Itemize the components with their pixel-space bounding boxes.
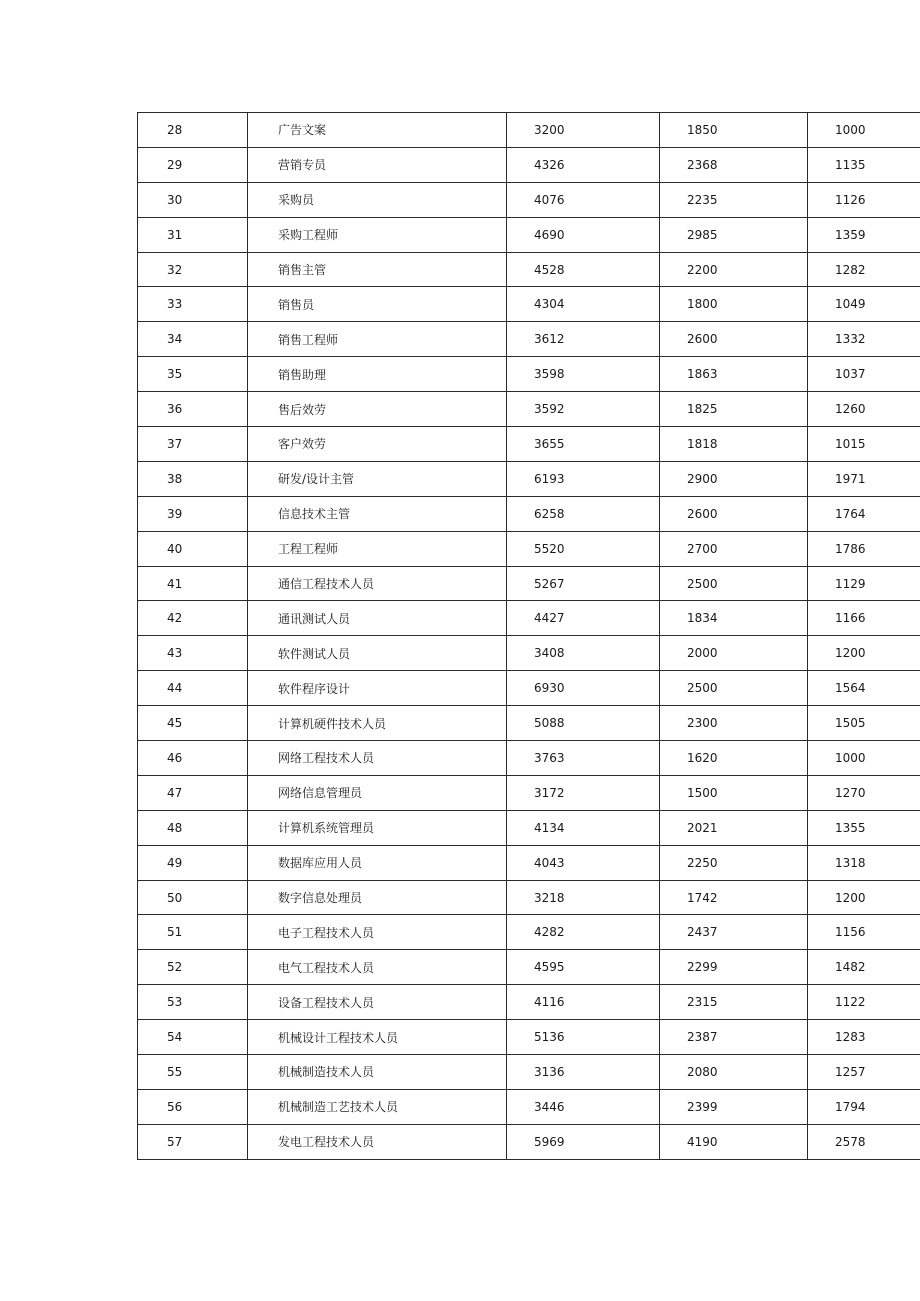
- value-cell-2: 1742: [660, 880, 808, 915]
- value-cell-2: 2300: [660, 706, 808, 741]
- table-row: [138, 671, 920, 706]
- value-cell-2: 2700: [660, 531, 808, 566]
- value-cell-2: 2900: [660, 461, 808, 496]
- table-row: [138, 880, 920, 915]
- value-cell-3: 1971: [808, 461, 920, 496]
- value-cell-2: 1834: [660, 601, 808, 636]
- value-cell-2: 2080: [660, 1055, 808, 1090]
- row-number-cell: 41: [138, 566, 248, 601]
- table-row: [138, 601, 920, 636]
- row-number-cell: 56: [138, 1089, 248, 1124]
- job-title-cell: 销售主管: [248, 252, 507, 287]
- row-number-cell: 52: [138, 950, 248, 985]
- job-title-cell: 研发/设计主管: [248, 461, 507, 496]
- job-title-cell: 营销专员: [248, 147, 507, 182]
- value-cell-2: 2500: [660, 671, 808, 706]
- value-cell-2: 1500: [660, 775, 808, 810]
- table-row: [138, 357, 920, 392]
- value-cell-2: 2387: [660, 1020, 808, 1055]
- value-cell-2: 2200: [660, 252, 808, 287]
- salary-table: [137, 112, 920, 1160]
- value-cell-3: 1318: [808, 845, 920, 880]
- value-cell-3: 1166: [808, 601, 920, 636]
- table-row: [138, 1124, 920, 1159]
- job-title-cell: 网络工程技术人员: [248, 741, 507, 776]
- row-number-cell: 46: [138, 741, 248, 776]
- value-cell-3: 1505: [808, 706, 920, 741]
- value-cell-3: 1355: [808, 810, 920, 845]
- value-cell-2: 2437: [660, 915, 808, 950]
- job-title-cell: 销售工程师: [248, 322, 507, 357]
- table-row: [138, 1055, 920, 1090]
- row-number-cell: 39: [138, 496, 248, 531]
- row-number-cell: 44: [138, 671, 248, 706]
- row-number-cell: 37: [138, 427, 248, 462]
- table-row: [138, 950, 920, 985]
- value-cell-3: 1200: [808, 880, 920, 915]
- table-row: [138, 461, 920, 496]
- job-title-cell: 客户效劳: [248, 427, 507, 462]
- value-cell-1: 5088: [507, 706, 660, 741]
- table-row: [138, 287, 920, 322]
- row-number-cell: 53: [138, 985, 248, 1020]
- value-cell-1: 3655: [507, 427, 660, 462]
- value-cell-2: 1800: [660, 287, 808, 322]
- row-number-cell: 35: [138, 357, 248, 392]
- value-cell-1: 5136: [507, 1020, 660, 1055]
- row-number-cell: 51: [138, 915, 248, 950]
- value-cell-2: 2250: [660, 845, 808, 880]
- value-cell-3: 1359: [808, 217, 920, 252]
- value-cell-2: 2235: [660, 182, 808, 217]
- value-cell-3: 1282: [808, 252, 920, 287]
- value-cell-1: 5520: [507, 531, 660, 566]
- value-cell-3: 1283: [808, 1020, 920, 1055]
- value-cell-3: 1270: [808, 775, 920, 810]
- job-title-cell: 广告文案: [248, 113, 507, 148]
- table-row: [138, 322, 920, 357]
- job-title-cell: 机械设计工程技术人员: [248, 1020, 507, 1055]
- value-cell-3: 1135: [808, 147, 920, 182]
- value-cell-1: 6930: [507, 671, 660, 706]
- value-cell-1: 6258: [507, 496, 660, 531]
- row-number-cell: 28: [138, 113, 248, 148]
- row-number-cell: 55: [138, 1055, 248, 1090]
- value-cell-2: 2000: [660, 636, 808, 671]
- value-cell-1: 3136: [507, 1055, 660, 1090]
- value-cell-2: 1863: [660, 357, 808, 392]
- job-title-cell: 销售助理: [248, 357, 507, 392]
- value-cell-3: 1000: [808, 741, 920, 776]
- job-title-cell: 数字信息处理员: [248, 880, 507, 915]
- job-title-cell: 设备工程技术人员: [248, 985, 507, 1020]
- table-row: [138, 392, 920, 427]
- value-cell-2: 2500: [660, 566, 808, 601]
- row-number-cell: 36: [138, 392, 248, 427]
- table-row: [138, 706, 920, 741]
- value-cell-2: 4190: [660, 1124, 808, 1159]
- job-title-cell: 电气工程技术人员: [248, 950, 507, 985]
- value-cell-3: 1049: [808, 287, 920, 322]
- value-cell-2: 2985: [660, 217, 808, 252]
- value-cell-3: 1126: [808, 182, 920, 217]
- table-row: [138, 1020, 920, 1055]
- value-cell-3: 2578: [808, 1124, 920, 1159]
- job-title-cell: 数据库应用人员: [248, 845, 507, 880]
- value-cell-2: 2021: [660, 810, 808, 845]
- value-cell-2: 2600: [660, 496, 808, 531]
- value-cell-2: 1850: [660, 113, 808, 148]
- job-title-cell: 信息技术主管: [248, 496, 507, 531]
- value-cell-3: 1015: [808, 427, 920, 462]
- row-number-cell: 29: [138, 147, 248, 182]
- value-cell-1: 3763: [507, 741, 660, 776]
- job-title-cell: 网络信息管理员: [248, 775, 507, 810]
- row-number-cell: 34: [138, 322, 248, 357]
- value-cell-1: 4427: [507, 601, 660, 636]
- value-cell-1: 4134: [507, 810, 660, 845]
- value-cell-1: 4304: [507, 287, 660, 322]
- value-cell-1: 3612: [507, 322, 660, 357]
- value-cell-3: 1156: [808, 915, 920, 950]
- value-cell-3: 1257: [808, 1055, 920, 1090]
- table-row: [138, 566, 920, 601]
- table-row: [138, 985, 920, 1020]
- row-number-cell: 47: [138, 775, 248, 810]
- table-row: [138, 113, 920, 148]
- table-row: [138, 252, 920, 287]
- table-row: [138, 217, 920, 252]
- row-number-cell: 32: [138, 252, 248, 287]
- job-title-cell: 计算机硬件技术人员: [248, 706, 507, 741]
- value-cell-3: 1786: [808, 531, 920, 566]
- value-cell-3: 1564: [808, 671, 920, 706]
- value-cell-1: 3172: [507, 775, 660, 810]
- value-cell-3: 1200: [808, 636, 920, 671]
- value-cell-1: 4282: [507, 915, 660, 950]
- row-number-cell: 38: [138, 461, 248, 496]
- value-cell-1: 4043: [507, 845, 660, 880]
- job-title-cell: 通讯测试人员: [248, 601, 507, 636]
- value-cell-2: 2315: [660, 985, 808, 1020]
- row-number-cell: 42: [138, 601, 248, 636]
- value-cell-1: 3446: [507, 1089, 660, 1124]
- value-cell-2: 1620: [660, 741, 808, 776]
- table-row: [138, 427, 920, 462]
- value-cell-1: 3218: [507, 880, 660, 915]
- job-title-cell: 软件测试人员: [248, 636, 507, 671]
- table-row: [138, 1089, 920, 1124]
- value-cell-1: 4690: [507, 217, 660, 252]
- table-row: [138, 182, 920, 217]
- table-row: [138, 810, 920, 845]
- value-cell-1: 5969: [507, 1124, 660, 1159]
- table-row: [138, 915, 920, 950]
- row-number-cell: 54: [138, 1020, 248, 1055]
- job-title-cell: 软件程序设计: [248, 671, 507, 706]
- row-number-cell: 57: [138, 1124, 248, 1159]
- table-row: [138, 531, 920, 566]
- job-title-cell: 采购工程师: [248, 217, 507, 252]
- row-number-cell: 48: [138, 810, 248, 845]
- job-title-cell: 通信工程技术人员: [248, 566, 507, 601]
- value-cell-1: 6193: [507, 461, 660, 496]
- value-cell-3: 1260: [808, 392, 920, 427]
- table-row: [138, 741, 920, 776]
- job-title-cell: 计算机系统管理员: [248, 810, 507, 845]
- value-cell-1: 4326: [507, 147, 660, 182]
- job-title-cell: 工程工程师: [248, 531, 507, 566]
- value-cell-3: 1794: [808, 1089, 920, 1124]
- value-cell-3: 1037: [808, 357, 920, 392]
- value-cell-2: 2600: [660, 322, 808, 357]
- job-title-cell: 电子工程技术人员: [248, 915, 507, 950]
- row-number-cell: 43: [138, 636, 248, 671]
- row-number-cell: 45: [138, 706, 248, 741]
- row-number-cell: 49: [138, 845, 248, 880]
- table-row: [138, 636, 920, 671]
- row-number-cell: 50: [138, 880, 248, 915]
- job-title-cell: 售后效劳: [248, 392, 507, 427]
- value-cell-1: 4528: [507, 252, 660, 287]
- table-row: [138, 496, 920, 531]
- table-row: [138, 147, 920, 182]
- value-cell-1: 4116: [507, 985, 660, 1020]
- row-number-cell: 40: [138, 531, 248, 566]
- value-cell-3: 1000: [808, 113, 920, 148]
- value-cell-2: 2399: [660, 1089, 808, 1124]
- row-number-cell: 30: [138, 182, 248, 217]
- value-cell-3: 1332: [808, 322, 920, 357]
- table-row: [138, 775, 920, 810]
- value-cell-1: 5267: [507, 566, 660, 601]
- row-number-cell: 31: [138, 217, 248, 252]
- value-cell-3: 1482: [808, 950, 920, 985]
- value-cell-2: 2299: [660, 950, 808, 985]
- value-cell-1: 3200: [507, 113, 660, 148]
- value-cell-1: 4076: [507, 182, 660, 217]
- row-number-cell: 33: [138, 287, 248, 322]
- table-row: [138, 845, 920, 880]
- value-cell-3: 1764: [808, 496, 920, 531]
- value-cell-2: 1818: [660, 427, 808, 462]
- value-cell-1: 3598: [507, 357, 660, 392]
- value-cell-3: 1129: [808, 566, 920, 601]
- value-cell-2: 2368: [660, 147, 808, 182]
- value-cell-2: 1825: [660, 392, 808, 427]
- job-title-cell: 机械制造工艺技术人员: [248, 1089, 507, 1124]
- job-title-cell: 采购员: [248, 182, 507, 217]
- job-title-cell: 销售员: [248, 287, 507, 322]
- salary-table-body: [138, 113, 920, 1160]
- job-title-cell: 机械制造技术人员: [248, 1055, 507, 1090]
- value-cell-1: 3408: [507, 636, 660, 671]
- value-cell-1: 3592: [507, 392, 660, 427]
- job-title-cell: 发电工程技术人员: [248, 1124, 507, 1159]
- value-cell-1: 4595: [507, 950, 660, 985]
- value-cell-3: 1122: [808, 985, 920, 1020]
